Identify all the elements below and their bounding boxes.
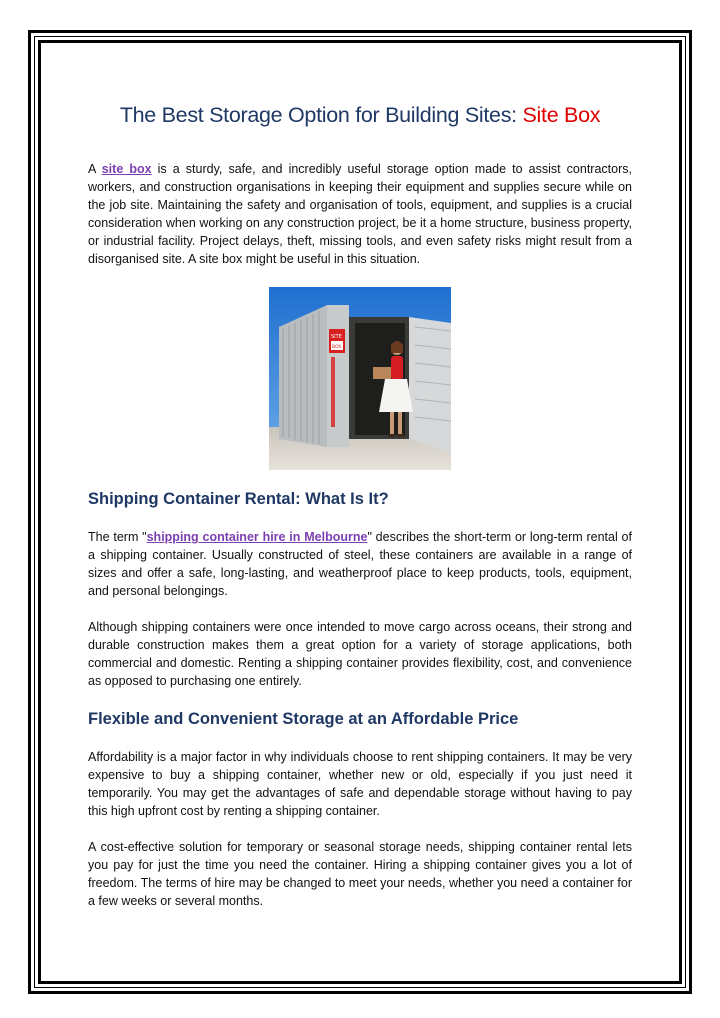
document-body [88, 100, 632, 910]
figure [88, 287, 632, 470]
section1-paragraph1 [88, 528, 632, 600]
section1-paragraph2: Although shipping containers were once intended to move cargo across oceans, their strong and durable construction makes them a great option for a variety of storage applications, both commercial and domestic. Renting a shipping container provides flexibility, cost, and convenience as opposed to purchasing one entirely. [88, 620, 632, 688]
sign-line1: SITE [331, 334, 342, 340]
document-title [88, 100, 632, 130]
title-accent: Site Box [522, 103, 601, 127]
section1-p1-lead: The term " [88, 530, 147, 544]
section2-heading: Flexible and Convenient Storage at an Affordable Price [88, 710, 519, 728]
site-box-link[interactable]: site box [101, 162, 152, 176]
container-hire-link[interactable]: shipping container hire in Melbourne [146, 530, 368, 544]
intro-paragraph [88, 160, 632, 268]
section2-paragraph2: A cost-effective solution for temporary or seasonal storage needs, shipping container rental lets you pay for just the time you need the container. Hiring a shipping container gives you a lot of freedom. The terms of hire may be changed to meet your needs, whether you need a container for a few weeks or several months. [88, 840, 632, 908]
section1-heading: Shipping Container Rental: What Is It? [88, 490, 389, 508]
intro-text: is a sturdy, safe, and incredibly useful storage option made to assist contractors, workers, and construction organisations in keeping their equipment and supplies secure while on the job site. Maintaining the safety and organisation of tools, equipment, and supplies is a crucial consideration when working on any construction project, be it a home structure, business property, or industrial facility. Project delays, theft, missing tools, and even safety risks might result from a disorganised site. A site box might be useful in this situation. [88, 162, 632, 266]
section1-p1-text: " describes the short-term or long-term rental of a shipping container. Usually constructed of steel, these containers are available in a range of sizes and offer a safe, long-lasting, and weatherproof place to keep products, tools, equipment, and personal belongings. [88, 530, 632, 598]
sign-line2: BOX [332, 345, 342, 350]
intro-lead: A [88, 162, 102, 176]
section2-paragraph1: Affordability is a major factor in why individuals choose to rent shipping containers. It may be very expensive to buy a shipping container, whether new or old, especially if you just need it temporarily. You may get the advantages of safe and dependable storage without having to pay this high upfront cost by renting a shipping container. [88, 750, 632, 818]
title-main: The Best Storage Option for Building Sites: [119, 103, 523, 127]
site-box-photo [269, 287, 451, 470]
